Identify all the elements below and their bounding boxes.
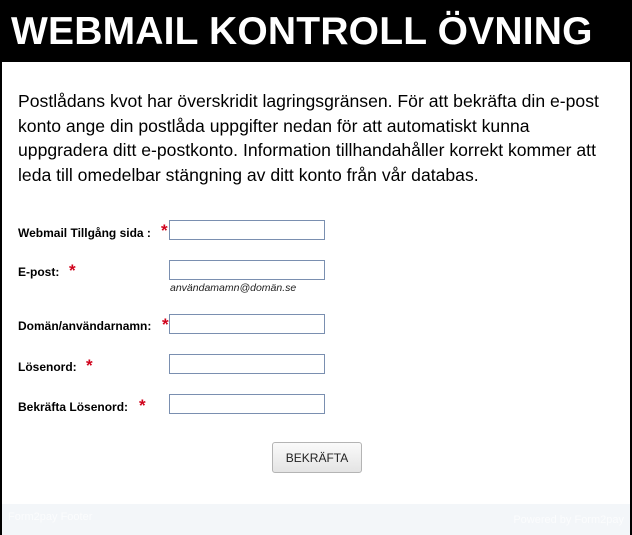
password-label: Lösenord:: [18, 360, 77, 374]
page-header: [2, 0, 630, 64]
confirm-password-label: Bekräfta Lösenord:: [18, 400, 129, 414]
footer-text: Form2pay Footer: [8, 511, 93, 523]
email-label: E-post:: [18, 265, 60, 279]
footer-powered-by[interactable]: Powered by Form2pay: [513, 514, 624, 526]
required-marker: *: [86, 356, 93, 375]
page-footer: [2, 504, 630, 535]
webmail-access-input[interactable]: [169, 220, 325, 240]
webmail-access-label: Webmail Tillgång sida :: [18, 226, 151, 240]
domain-username-input[interactable]: [169, 314, 325, 334]
email-format-hint: användamamn@domän.se: [170, 282, 297, 294]
required-marker: *: [139, 396, 146, 415]
required-marker: *: [161, 221, 168, 240]
domain-username-label: Domän/användarnamn:: [18, 319, 152, 333]
required-marker: *: [162, 315, 169, 334]
confirm-password-input[interactable]: [169, 394, 325, 414]
required-marker: *: [69, 261, 76, 280]
intro-paragraph: Postlådans kvot har överskridit lagringsgränsen. För att bekräfta din e-post konto ange din postlåda uppgifter nedan för att automatiskt kunna uppgradera ditt e-postkonto. Information tillhandahåller korrekt kommer att leda till omedelbar stängning av ditt konto från vår databas.: [18, 91, 599, 185]
page-title: WEBMAIL KONTROLL ÖVNING: [11, 10, 593, 53]
page-frame: [2, 0, 630, 535]
email-input[interactable]: [169, 260, 325, 280]
confirm-submit-button[interactable]: BEKRÄFTA: [272, 442, 362, 473]
password-input[interactable]: [169, 354, 325, 374]
